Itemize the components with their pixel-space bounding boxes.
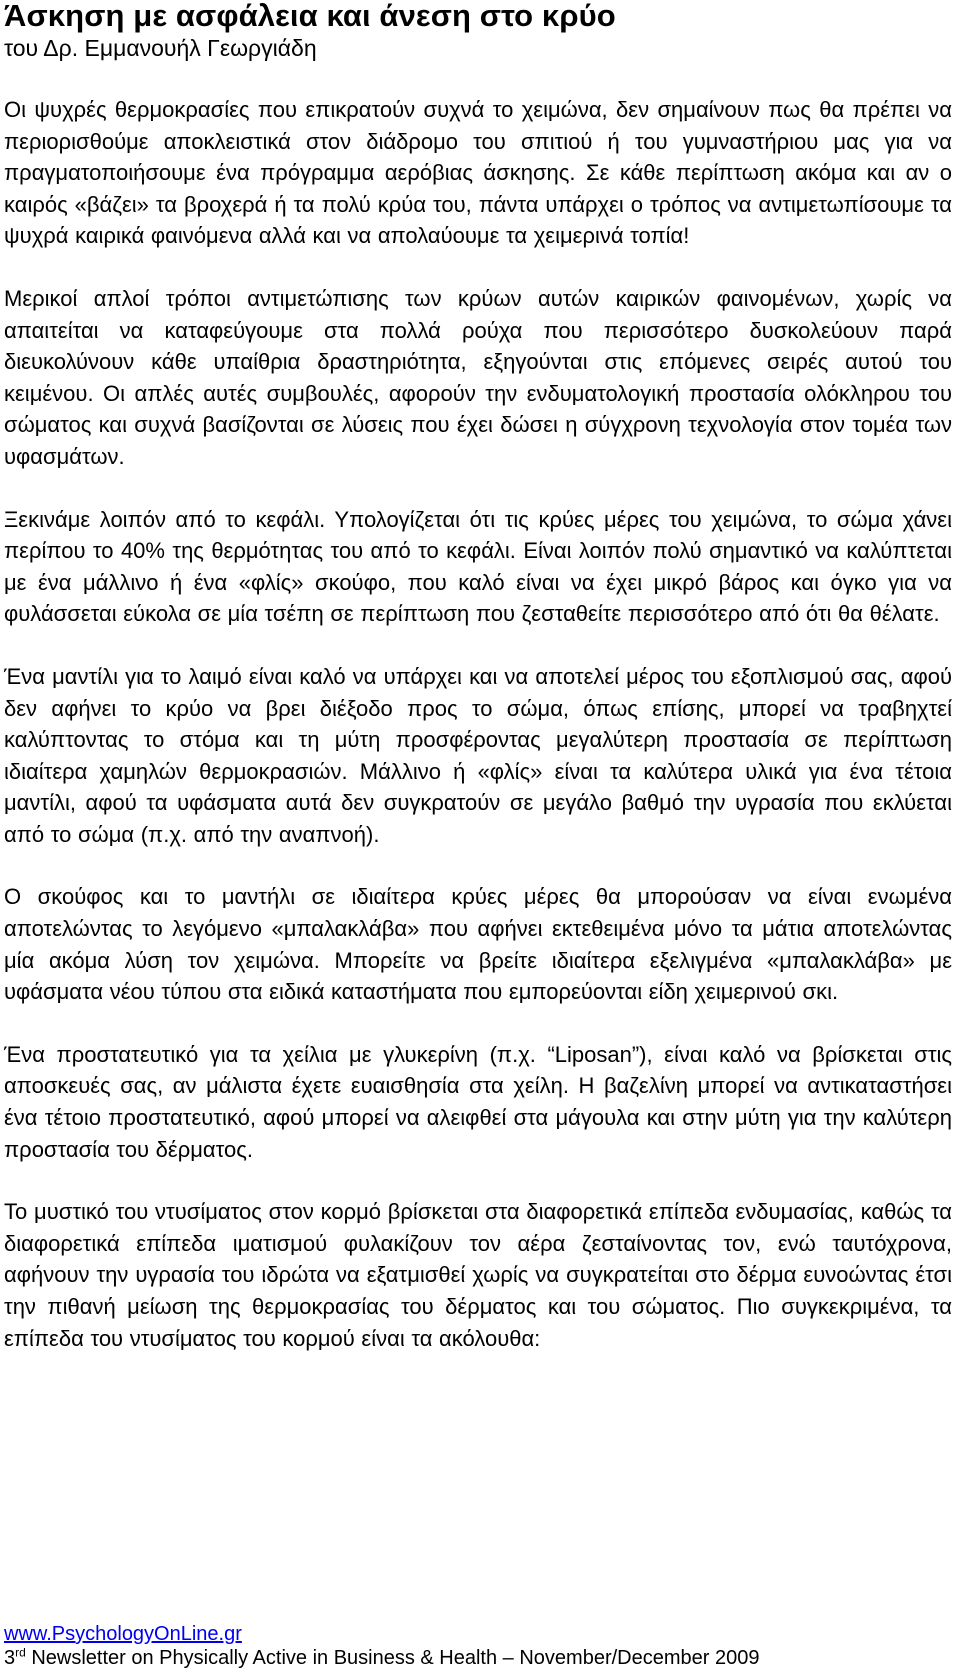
paragraph-lips: Ένα προστατευτικό για τα χείλια με γλυκερίνη (π.χ. “Liposan”), είναι καλό να βρίσκεται στις αποσκευές σας, αν μάλιστα έχετε ευαισθησία στα χείλη. Η βαζελίνη μπορεί να αντικαταστήσει ένα τέτοιο προστατευτικό, αφού μπορεί να αλειφθεί στα μάγουλα και στην μύτη για την καλύτερη προστασία του δέρματος. [4,1041,952,1162]
paragraph-scarf: Ένα μαντίλι για το λαιμό είναι καλό να υπάρχει και να αποτελεί μέρος του εξοπλισμού σας, αφού δεν αφήνει το κρύο να βρει διέξοδο προς το σώμα, όπως επίσης, μπορεί να τραβηχτεί καλύπτοντας το στόμα και τη μύτη προσφέροντας μεγαλύτερη προστασία σε περίπτωση ιδιαίτερα χαμηλών θερμοκρασιών. Μάλλινο ή «φλίς» είναι τα καλύτερα υλικά για ένα τέτοια μαντίλι, αφού τα υφάσματα αυτά δεν συγκρατούν σε μεγάλο βαθμό την υγρασία που εκλύεται από το σώμα (π.χ. από την αναπνοή). [4,663,952,847]
issue-number: 3 [4,1647,16,1669]
newsletter-line [4,1646,952,1670]
issue-text: Newsletter on Physically Active in Business & Health – November/December 2009 [25,1647,760,1669]
issue-ordinal-suffix: rd [15,1645,26,1660]
paragraph-intro: Οι ψυχρές θερμοκρασίες που επικρατούν συχνά το χειμώνα, δεν σημαίνουν πως θα πρέπει να περιορισθούμε αποκλειστικά στον διάδρομο του σπιτιού ή του γυμναστήριου μας για να πραγματοποιήσουμε ένα πρόγραμμα αερόβιας άσκησης. Σε κάθε περίπτωση ακόμα και αν ο καιρός «βάζει» τα βροχερά ή τα πολύ κρύα του, πάντα υπάρχει ο τρόπος να αντιμετωπίσουμε τα ψυχρά καιρικά φαινόμενα αλλά και να απολαύουμε τα χειμερινά τοπία! [4,97,952,249]
paragraph-simple-ways: Μερικοί απλοί τρόποι αντιμετώπισης των κρύων αυτών καιρικών φαινομένων, χωρίς να απαιτείται να καταφεύγουμε στα πολλά ρούχα που περισσότερο δυσκολεύουν παρά διευκολύνουν κάθε υπαίθρια δραστηριότητα, εξηγούνται στις επόμενες σειρές αυτού του κειμένου. Οι απλές αυτές συμβουλές, αφορούν την ενδυματολογική προστασία ολόκληρου του σώματος και συχνά βασίζονται σε λύσεις που έχει δώσει η σύγχρονη τεχνολογία στον τομέα των υφασμάτων. [4,285,952,469]
paragraph-balaclava: Ο σκούφος και το μαντήλι σε ιδιαίτερα κρύες μέρες θα μπορούσαν να είναι ενωμένα αποτελώντας το λεγόμενο «μπαλακλάβα» που αφήνει εκτεθειμένα μόνο τα μάτια αποτελώντας μία ακόμα λύση τον χειμώνα. Μπορείτε να βρείτε ιδιαίτερα εξελιγμένα «μπαλακλάβα» με υφάσματα νέου τύπου στα ειδικά καταστήματα που εμπορεύονται είδη χειμερινού σκι. [4,884,952,1005]
paragraph-torso-layers: Το μυστικό του ντυσίματος στον κορμό βρίσκεται στα διαφορετικά επίπεδα ενδυμασίας, καθώς τα διαφορετικά επίπεδα ιματισμού φυλακίζουν τον αέρα ζεσταίνοντας τον, ενώ ταυτόχρονα, αφήνουν την υγρασία του ιδρώτα να εξατμισθεί χωρίς να συγκρατείται στο δέρμα ευνοώντας έτσι την πιθανή μείωση της θερμοκρασίας του δέρματος και του σώματος. Πιο συγκεκριμένα, τα επίπεδα του ντυσίματος του κορμού είναι τα ακόλουθα: [4,1199,952,1351]
paragraph-head: Ξεκινάμε λοιπόν από το κεφάλι. Υπολογίζεται ότι τις κρύες μέρες του χειμώνα, το σώμα χάνει περίπου το 40% της θερμότητας του από το κεφάλι. Είναι λοιπόν πολύ σημαντικό να καλύπτεται με ένα μάλλινο ή ένα «φλίς» σκούφο, που καλό είναι να έχει μικρό βάρος και όγκο για να φυλάσσεται εύκολα σε μία τσέπη σε περίπτωση που ζεσταθείτε περισσότερο από ότι θα θέλατε. [4,506,952,627]
document-page [4,0,952,1385]
page-footer [4,1622,952,1670]
article-title: Άσκηση με ασφάλεια και άνεση στο κρύο [4,0,616,33]
website-link[interactable]: www.PsychologyOnLine.gr [4,1623,242,1645]
article-author: του Δρ. Εμμανουήλ Γεωργιάδη [4,35,317,61]
